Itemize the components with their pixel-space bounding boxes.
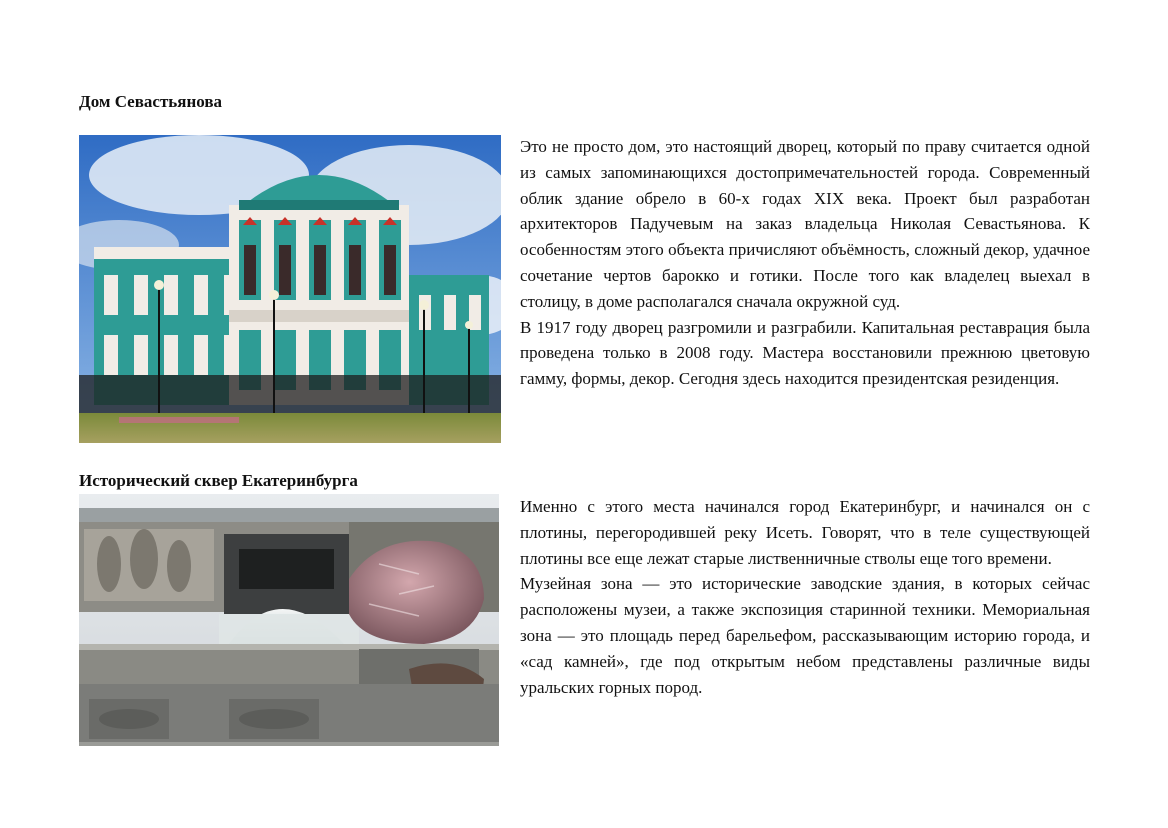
historic-square-photo	[79, 494, 499, 746]
paragraph: Именно с этого места начинался город Екатеринбург, и начинался он с плотины, перегородившей реку Исеть. Говорят, что в теле существующей плотины все еще лежат старые лиственничные стволы еще того времени.	[520, 497, 1090, 568]
sevastyanov-description	[520, 134, 1090, 392]
sevastyanov-house-photo	[79, 135, 501, 443]
section-heading-square: Исторический сквер Екатеринбурга	[79, 471, 358, 490]
paragraph: В 1917 году дворец разгромили и разграбили. Капитальная реставрация была проведена только в 2008 году. Мастера восстановили прежнюю цветовую гамму, формы, декор. Сегодня здесь находится президентская резиденция.	[520, 317, 1090, 389]
paragraph: Это не просто дом, это настоящий дворец, который по праву считается одной из самых запоминающихся достопримечательностей города. Современный облик здание обрело в 60-х годах XIX века. Проект был разработан архитекторов Падучевым на заказ владельца Николая Севастьянова. К особенностям этого объекта причисляют объёмность, сложный декор, удачное сочетание чертов барокко и готики. После того как владелец выехал в столицу, в доме располагался сначала окружной суд.	[520, 137, 1090, 311]
square-description	[520, 494, 1090, 700]
paragraph: Музейная зона — это исторические заводские здания, в которых сейчас расположены музеи, а также экспозиция старинной техники. Мемориальная зона — это площадь перед барельефом, рассказывающим историю города, и «сад камней», где под открытым небом представлены различные виды уральских горных пород.	[520, 574, 1090, 697]
section-heading-sevastyanov: Дом Севастьянова	[79, 92, 223, 111]
